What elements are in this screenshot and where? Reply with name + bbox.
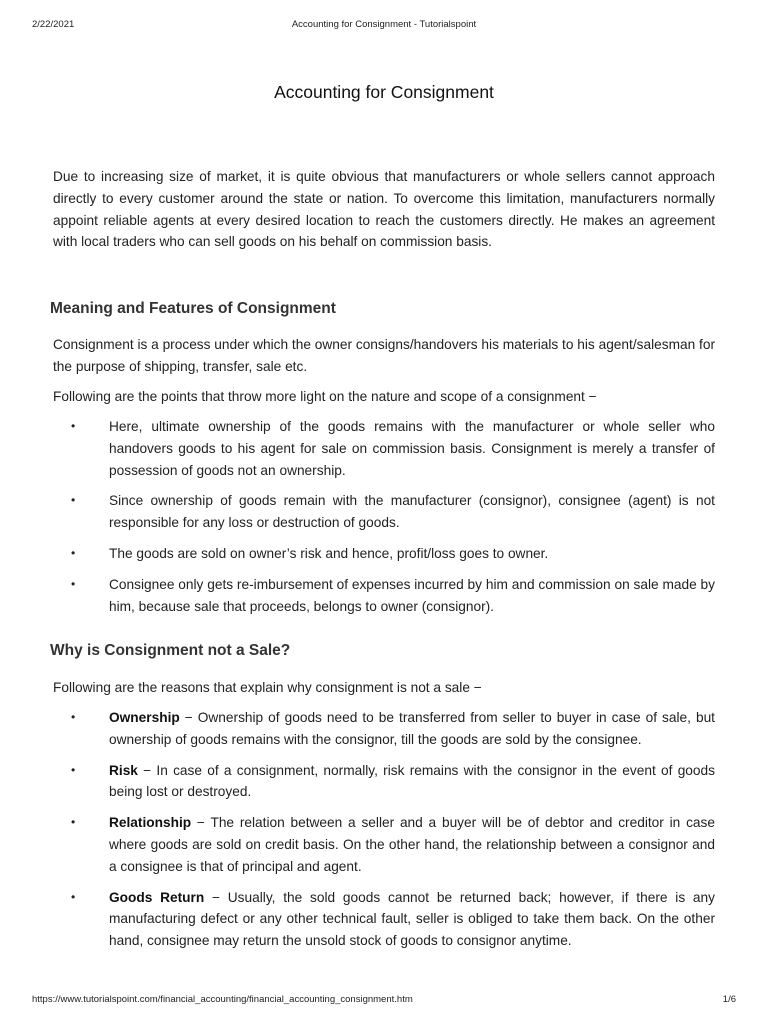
meaning-paragraph: Consignment is a process under which the owner consigns/handovers his materials to his agent/salesman for the purpose of shipping, transfer, sale etc.: [53, 337, 715, 374]
list-item: • Consignee only gets re-imbursement of expenses incurred by him and commission on sale made by him, because sale that proceeds, belongs to owner (consignor).: [53, 574, 715, 618]
print-header: [32, 19, 736, 31]
term-description: − Usually, the sold goods cannot be returned back; however, if there is any manufacturing defect or any other technical fault, seller is obliged to take them back. On the other hand, consignee may return the unsold stock of goods to consignor anytime.: [109, 889, 716, 949]
term-ownership: Ownership: [109, 710, 180, 725]
list-item: [53, 760, 715, 804]
term-risk: Risk: [109, 762, 138, 778]
print-page-number: 1/6: [722, 994, 736, 1005]
reasons-intro-paragraph: Following are the reasons that explain why consignment is not a sale −: [53, 680, 482, 695]
print-url: https://www.tutorialspoint.com/financial_accounting/financial_accounting_consignment.htm: [32, 994, 413, 1005]
section-heading-meaning: Meaning and Features of Consignment: [50, 300, 336, 317]
section-heading-not-sale: Why is Consignment not a Sale?: [50, 642, 291, 659]
list-item: [53, 707, 715, 751]
intro-paragraph: Due to increasing size of market, it is quite obvious that manufacturers or whole sellers cannot approach directly to every customer around the state or nation. To overcome this limitation, manufacturers normally appoint reliable agents at every desired location to reach the customers directly. He makes an agreement with local traders who can sell goods on his behalf on commission basis.: [53, 169, 715, 250]
list-item: • The goods are sold on owner’s risk and hence, profit/loss goes to owner.: [53, 543, 715, 565]
term-description: − In case of a consignment, normally, risk remains with the consignor in the event of goods being lost or destroyed.: [109, 762, 715, 800]
print-date: 2/22/2021: [32, 19, 75, 30]
points-intro-paragraph: Following are the points that throw more light on the nature and scope of a consignment −: [53, 389, 597, 404]
print-page-title: Accounting for Consignment - Tutorialspoint: [291, 19, 477, 30]
list-item: [53, 887, 715, 952]
article-title: Accounting for Consignment: [274, 82, 494, 102]
term-relationship: Relationship: [109, 815, 192, 831]
list-item: [53, 812, 715, 877]
list-item: • Here, ultimate ownership of the goods remains with the manufacturer or whole seller who handovers goods to his agent for sale on commission basis. Consignment is merely a transfer of possession of goods not an ownership.: [53, 416, 715, 481]
reasons-list: [53, 707, 715, 961]
term-description: − The relation between a seller and a buyer will be of debtor and creditor in case where goods are sold on credit basis. On the other hand, the relationship between a consignor and a consignee is that of principal and agent.: [109, 815, 715, 874]
term-description: − Ownership of goods need to be transferred from seller to buyer in case of sale, but ownership of goods remains with the consignor, till the goods are sold by the consignee.: [109, 710, 715, 747]
list-item: • Since ownership of goods remain with the manufacturer (consignor), consignee (agent) is not responsible for any loss or destruction of goods.: [53, 490, 715, 534]
features-list: [53, 416, 715, 626]
term-goods-return: Goods Return: [109, 889, 205, 905]
print-footer: [32, 994, 736, 1006]
